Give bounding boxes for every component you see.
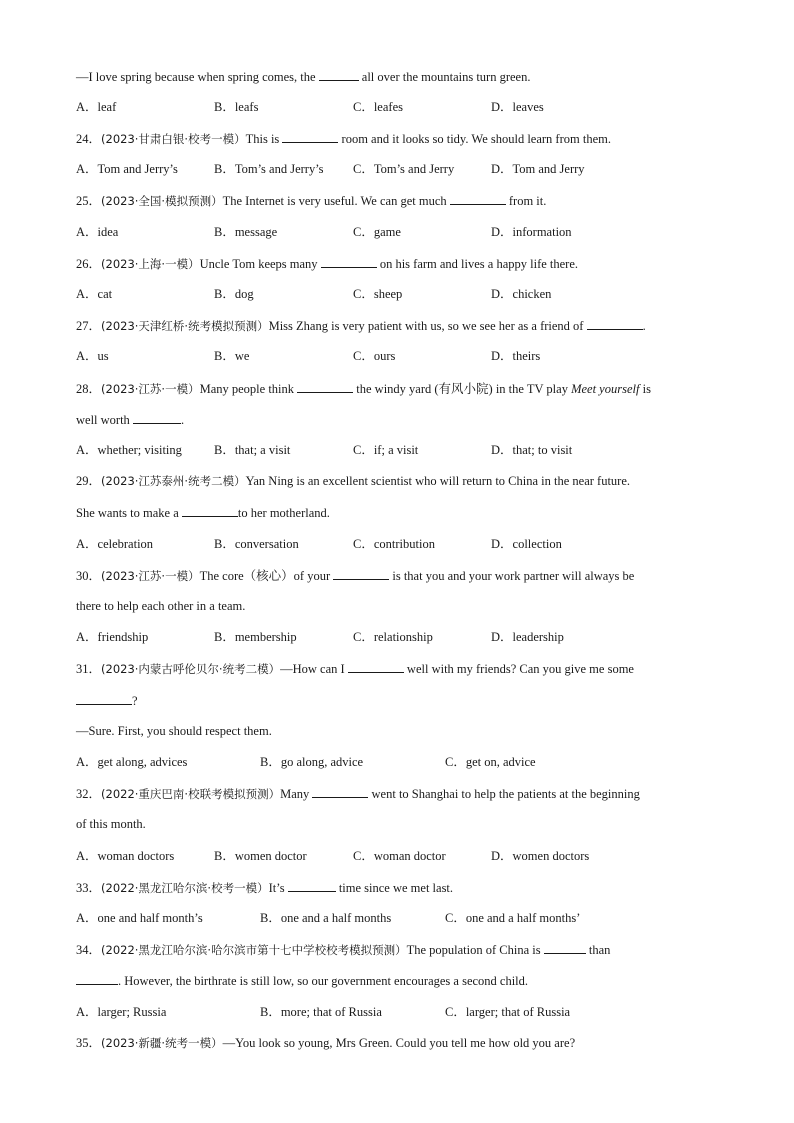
option-a: A．larger; Russia [76, 1005, 167, 1019]
option-c: C．larger; that of Russia [445, 1005, 571, 1019]
option-a: A．friendship [76, 630, 149, 644]
question-source: (2023·内蒙古呼伦贝尔·统考二模） [101, 662, 281, 676]
question-29-stem-line2: She wants to make a to her motherland. [76, 506, 330, 520]
option-d: D．collection [491, 537, 562, 551]
question-source: (2023·天津红桥·统考模拟预测） [101, 319, 269, 333]
question-32-stem: 32．(2022·重庆巴南·校联考模拟预测）Many went to Shanghai to help the patients at the beginning [76, 787, 640, 801]
option-c: C．get on, advice [445, 755, 536, 769]
question-34-stem-line2: . However, the birthrate is still low, so our government encourages a second child. [76, 972, 528, 989]
answer-blank [319, 68, 359, 81]
question-source: (2022·黑龙江哈尔滨·哈尔滨市第十七中学校校考模拟预测） [101, 943, 407, 957]
option-b: B．message [214, 225, 278, 239]
option-c: C．woman doctor [353, 849, 446, 863]
answer-blank [133, 411, 181, 424]
question-27-stem: 27．(2023·天津红桥·统考模拟预测）Miss Zhang is very patient with us, so we see her as a friend of . [76, 319, 646, 333]
question-30-stem-line2: there to help each other in a team. [76, 599, 246, 613]
question-31-stem: 31．(2023·内蒙古呼伦贝尔·统考二模）—How can I well with my friends? Can you give me some [76, 662, 634, 676]
question-34-stem: 34．(2022·黑龙江哈尔滨·哈尔滨市第十七中学校校考模拟预测）The population of China is than [76, 943, 611, 957]
option-c: C．one and a half months’ [445, 911, 581, 925]
question-24-stem: 24．(2023·甘肃白银·校考一模）This is room and it looks so tidy. We should learn from them. [76, 132, 611, 146]
option-a: A．idea [76, 225, 119, 239]
question-23-stem: —I love spring because when spring comes, the all over the mountains turn green. [76, 70, 531, 84]
question-28-stem-line2: well worth . [76, 413, 185, 427]
question-26-stem: 26．(2023·上海·一模）Uncle Tom keeps many on his farm and lives a happy life there. [76, 257, 579, 271]
option-b: B．conversation [214, 537, 299, 551]
answer-blank [282, 130, 338, 143]
option-b: B．that; a visit [214, 443, 291, 457]
option-b: B．dog [214, 287, 254, 301]
option-c: C．contribution [353, 537, 435, 551]
answer-blank [587, 317, 643, 330]
option-a: A．one and half month’s [76, 911, 203, 925]
option-a: A．woman doctors [76, 849, 175, 863]
question-30-stem: 30．(2023·江苏·一模）The core（核心）of your is that you and your work partner will always be [76, 569, 635, 583]
option-b: B．we [214, 349, 250, 363]
question-source: (2023·甘肃白银·校考一模） [101, 132, 246, 146]
option-b: B．more; that of Russia [260, 1005, 382, 1019]
answer-blank [297, 380, 353, 393]
question-25-stem: 25．(2023·全国·模拟预测）The Internet is very useful. We can get much from it. [76, 194, 547, 208]
option-d: D．leadership [491, 630, 564, 644]
option-a: A．leaf [76, 100, 117, 114]
option-c: C．if; a visit [353, 443, 419, 457]
question-source: (2022·黑龙江哈尔滨·校考一模） [101, 881, 269, 895]
option-c: C．Tom’s and Jerry [353, 162, 455, 176]
question-35-stem: 35．(2023·新疆·统考一模）—You look so young, Mrs Green. Could you tell me how old you are? [76, 1036, 576, 1050]
question-31-reply: —Sure. First, you should respect them. [76, 724, 272, 738]
option-d: D．information [491, 225, 572, 239]
answer-blank [76, 972, 118, 985]
question-source: (2023·全国·模拟预测） [101, 194, 223, 208]
question-28-stem: 28．(2023·江苏·一模）Many people think the windy yard (有风小院) in the TV play Meet yourself is [76, 382, 651, 396]
option-c: C．ours [353, 349, 396, 363]
answer-blank [333, 567, 389, 580]
answer-blank [288, 879, 336, 892]
option-a: A．celebration [76, 537, 154, 551]
option-d: D．chicken [491, 287, 552, 301]
answer-blank [321, 255, 377, 268]
option-b: B．Tom’s and Jerry’s [214, 162, 324, 176]
answer-blank [450, 192, 506, 205]
option-c: C．sheep [353, 287, 403, 301]
option-a: A．us [76, 349, 109, 363]
option-d: D．women doctors [491, 849, 590, 863]
option-c: C．leafes [353, 100, 403, 114]
question-29-stem: 29．(2023·江苏泰州·统考二模）Yan Ning is an excellent scientist who will return to China in the near future. [76, 474, 631, 488]
question-source: (2023·江苏·一模） [101, 382, 200, 396]
answer-blank [348, 660, 404, 673]
option-b: B．one and a half months [260, 911, 392, 925]
option-c: C．game [353, 225, 401, 239]
question-source: (2023·江苏·一模） [101, 569, 200, 583]
option-b: B．leafs [214, 100, 259, 114]
option-a: A．cat [76, 287, 113, 301]
option-d: D．Tom and Jerry [491, 162, 585, 176]
question-31-stem-line2: ? [76, 692, 138, 709]
option-d: D．leaves [491, 100, 544, 114]
answer-blank [544, 941, 586, 954]
question-source: (2023·江苏泰州·统考二模） [101, 474, 246, 488]
option-a: A．Tom and Jerry’s [76, 162, 178, 176]
option-d: D．theirs [491, 349, 541, 363]
option-a: A．get along, advices [76, 755, 188, 769]
question-source: (2023·新疆·统考一模） [101, 1036, 223, 1050]
option-c: C．relationship [353, 630, 433, 644]
answer-blank [312, 785, 368, 798]
question-source: (2023·上海·一模） [101, 257, 200, 271]
tv-play-title: Meet yourself [571, 382, 640, 396]
option-b: B．membership [214, 630, 297, 644]
question-source: (2022·重庆巴南·校联考模拟预测） [101, 787, 281, 801]
answer-blank [76, 692, 132, 705]
question-33-stem: 33．(2022·黑龙江哈尔滨·校考一模）It’s time since we met last. [76, 881, 454, 895]
option-b: B．women doctor [214, 849, 307, 863]
option-b: B．go along, advice [260, 755, 364, 769]
option-d: D．that; to visit [491, 443, 573, 457]
question-32-stem-line2: of this month. [76, 817, 146, 831]
answer-blank [182, 504, 238, 517]
option-a: A．whether; visiting [76, 443, 182, 457]
